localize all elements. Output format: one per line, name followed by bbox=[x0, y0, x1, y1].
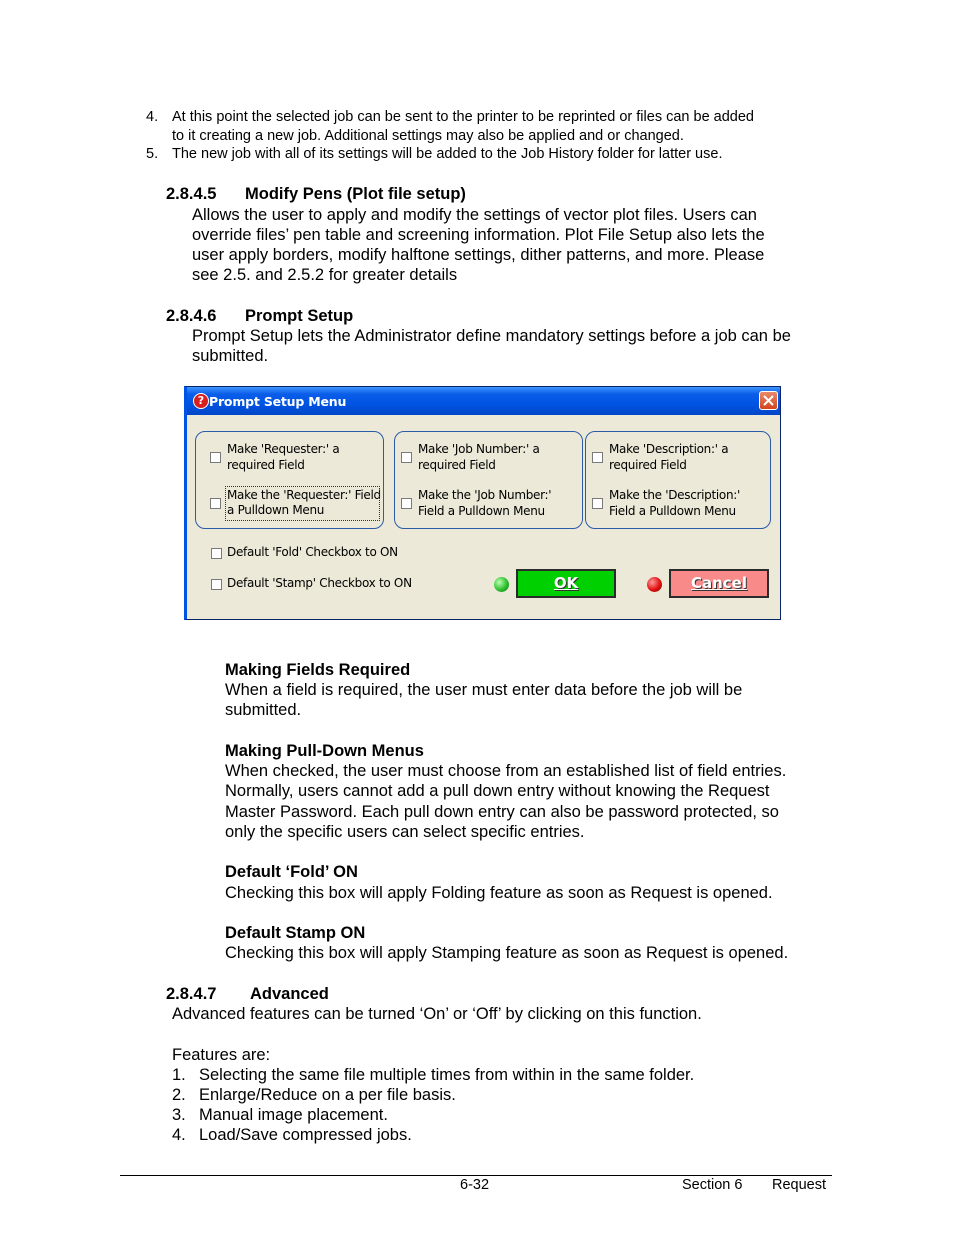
section-title: Modify Pens (Plot file setup) bbox=[245, 185, 466, 203]
step-number: 5. bbox=[146, 146, 159, 162]
paragraph-line: Allows the user to apply and modify the settings of vector plot files. Users can bbox=[192, 206, 757, 224]
feature-number: 4. bbox=[172, 1126, 186, 1144]
requester-pulldown-checkbox[interactable] bbox=[210, 498, 221, 509]
prompt-setup-dialog bbox=[184, 386, 781, 620]
paragraph-line: override files’ pen table and screening information. Plot File Setup also lets the bbox=[192, 226, 765, 244]
paragraph-line: Checking this box will apply Folding feature as soon as Request is opened. bbox=[225, 884, 773, 902]
close-button[interactable] bbox=[759, 391, 778, 410]
cancel-button[interactable]: Cancel bbox=[669, 569, 769, 598]
checkbox-label: Make 'Job Number:' a bbox=[418, 442, 540, 456]
ok-button[interactable]: OK bbox=[516, 569, 616, 598]
paragraph-line: Master Password. Each pull down entry can also be password protected, so bbox=[225, 803, 779, 821]
footer-chapter: Request bbox=[772, 1177, 827, 1193]
green-led-icon bbox=[494, 577, 509, 592]
job-number-group bbox=[394, 431, 583, 529]
feature-number: 3. bbox=[172, 1106, 186, 1124]
step-text: At this point the selected job can be sent to the printer to be reprinted or files can be added bbox=[172, 109, 754, 125]
subsection-heading: Default ‘Fold’ ON bbox=[225, 863, 358, 881]
checkbox-label: required Field bbox=[227, 458, 305, 472]
job-number-pulldown-checkbox[interactable] bbox=[401, 498, 412, 509]
step-text: to it creating a new job. Additional settings may also be applied and or changed. bbox=[172, 128, 684, 144]
description-required-checkbox[interactable] bbox=[592, 452, 603, 463]
paragraph-line: Normally, users cannot add a pull down entry without knowing the Request bbox=[225, 782, 770, 800]
paragraph-line: see 2.5. and 2.5.2 for greater details bbox=[192, 266, 458, 284]
checkbox-label: Field a Pulldown Menu bbox=[609, 504, 736, 518]
feature-text: Load/Save compressed jobs. bbox=[199, 1126, 412, 1144]
checkbox-label: Make the 'Job Number:' bbox=[418, 488, 552, 502]
requester-required-checkbox[interactable] bbox=[210, 452, 221, 463]
checkbox-label: required Field bbox=[418, 458, 496, 472]
description-group bbox=[585, 431, 771, 529]
close-icon bbox=[763, 395, 774, 406]
checkbox-label-line: a Pulldown Menu bbox=[227, 503, 325, 517]
section-title: Advanced bbox=[250, 985, 329, 1003]
features-label: Features are: bbox=[172, 1046, 271, 1064]
dialog-title: Prompt Setup Menu bbox=[209, 394, 347, 409]
paragraph-line: When a field is required, the user must enter data before the job will be bbox=[225, 681, 743, 699]
paragraph-line: When checked, the user must choose from an established list of field entries. bbox=[225, 762, 787, 780]
checkbox-label: required Field bbox=[609, 458, 687, 472]
feature-text: Manual image placement. bbox=[199, 1106, 388, 1124]
default-fold-checkbox[interactable] bbox=[211, 548, 222, 559]
checkbox-label: Field a Pulldown Menu bbox=[418, 504, 545, 518]
paragraph-line: user apply borders, modify halftone settings, dither patterns, and more. Please bbox=[192, 246, 765, 264]
feature-number: 2. bbox=[172, 1086, 186, 1104]
help-icon: ? bbox=[193, 393, 209, 409]
subsection-heading: Making Fields Required bbox=[225, 661, 411, 679]
section-number: 2.8.4.5 bbox=[166, 185, 217, 203]
checkbox-label: Make 'Description:' a bbox=[609, 442, 729, 456]
paragraph-line: Advanced features can be turned ‘On’ or ‘Off’ by clicking on this function. bbox=[172, 1005, 702, 1023]
dialog-titlebar[interactable] bbox=[187, 387, 780, 415]
paragraph-line: only the specific users can select specific entries. bbox=[225, 823, 585, 841]
default-fold-label: Default 'Fold' Checkbox to ON bbox=[227, 545, 398, 559]
paragraph-line: Checking this box will apply Stamping feature as soon as Request is opened. bbox=[225, 944, 789, 962]
checkbox-label-focused bbox=[227, 488, 381, 519]
footer-section: Section 6 bbox=[682, 1177, 743, 1193]
section-title: Prompt Setup bbox=[245, 307, 354, 325]
default-stamp-checkbox[interactable] bbox=[211, 579, 222, 590]
default-stamp-label: Default 'Stamp' Checkbox to ON bbox=[227, 576, 412, 590]
checkbox-label-line: Make the 'Requester:' Field bbox=[227, 488, 381, 502]
red-led-icon bbox=[647, 577, 662, 592]
page-number: 6-32 bbox=[460, 1177, 490, 1193]
feature-text: Enlarge/Reduce on a per file basis. bbox=[199, 1086, 456, 1104]
subsection-heading: Making Pull-Down Menus bbox=[225, 742, 424, 760]
paragraph-line: submitted. bbox=[192, 347, 269, 365]
paragraph-line: submitted. bbox=[225, 701, 302, 719]
checkbox-label: Make the 'Description:' bbox=[609, 488, 741, 502]
requester-group bbox=[195, 431, 384, 529]
feature-text: Selecting the same file multiple times from within in the same folder. bbox=[199, 1066, 695, 1084]
feature-number: 1. bbox=[172, 1066, 186, 1084]
subsection-heading: Default Stamp ON bbox=[225, 924, 366, 942]
step-number: 4. bbox=[146, 109, 159, 125]
description-pulldown-checkbox[interactable] bbox=[592, 498, 603, 509]
step-text: The new job with all of its settings will be added to the Job History folder for latter use. bbox=[172, 146, 723, 162]
job-number-required-checkbox[interactable] bbox=[401, 452, 412, 463]
paragraph-line: Prompt Setup lets the Administrator define mandatory settings before a job can be bbox=[192, 327, 791, 345]
section-number: 2.8.4.6 bbox=[166, 307, 217, 325]
section-number: 2.8.4.7 bbox=[166, 985, 217, 1003]
checkbox-label: Make 'Requester:' a bbox=[227, 442, 340, 456]
